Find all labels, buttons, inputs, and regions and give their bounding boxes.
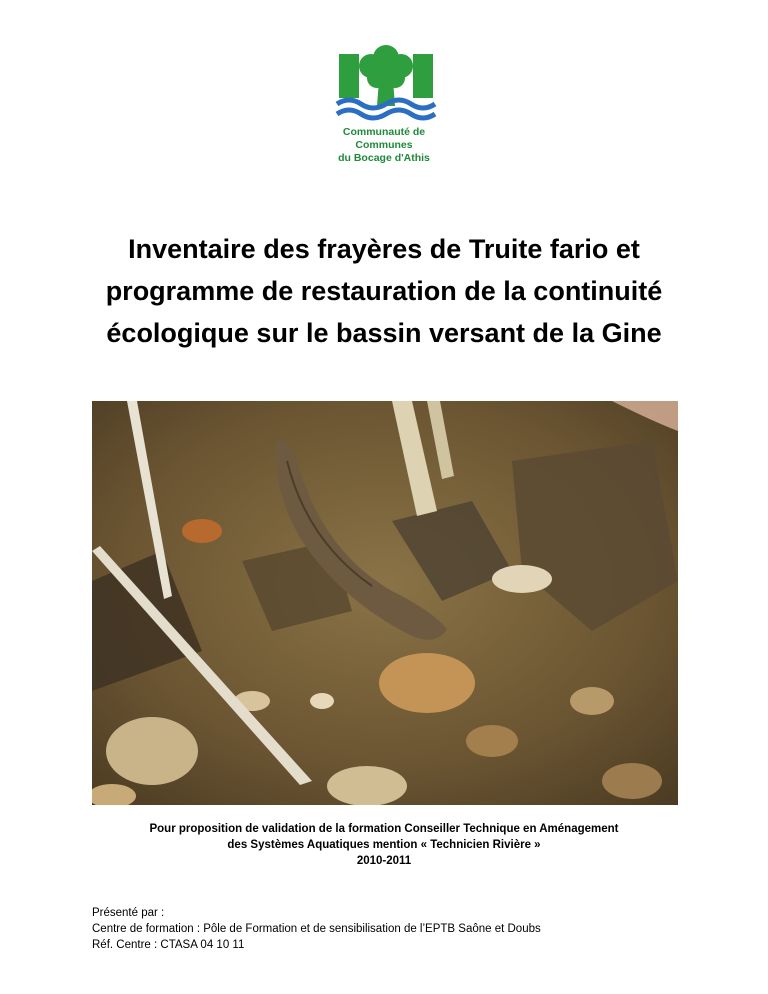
logo-line-1: Communauté de Communes bbox=[342, 126, 426, 151]
logo-line-2: du Bocage d'Athis bbox=[338, 152, 430, 164]
validation-statement bbox=[60, 821, 708, 869]
organization-logo bbox=[318, 40, 450, 170]
title-line-3: écologique sur le bassin versant de la Gine bbox=[106, 318, 662, 348]
title-line-1: Inventaire des frayères de Truite fario et bbox=[128, 234, 640, 264]
document-title bbox=[60, 228, 708, 354]
centre-reference: Réf. Centre : CTASA 04 10 11 bbox=[92, 939, 245, 951]
title-line-2: programme de restauration de la continuité bbox=[105, 276, 663, 306]
validation-line-1: Pour proposition de validation de la formation Conseiller Technique en Aménagement bbox=[149, 823, 619, 835]
cover-photo bbox=[92, 401, 678, 805]
validation-line-2: des Systèmes Aquatiques mention « Technicien Rivière » bbox=[227, 839, 541, 851]
trout-fry-photo-icon bbox=[92, 401, 678, 805]
presented-label: Présenté par : bbox=[92, 907, 165, 919]
validation-years: 2010-2011 bbox=[356, 855, 412, 867]
presented-by-block bbox=[92, 905, 712, 953]
training-centre: Centre de formation : Pôle de Formation et de sensibilisation de l’EPTB Saône et Doubs bbox=[92, 923, 541, 935]
tree-river-logo-icon bbox=[335, 40, 437, 122]
